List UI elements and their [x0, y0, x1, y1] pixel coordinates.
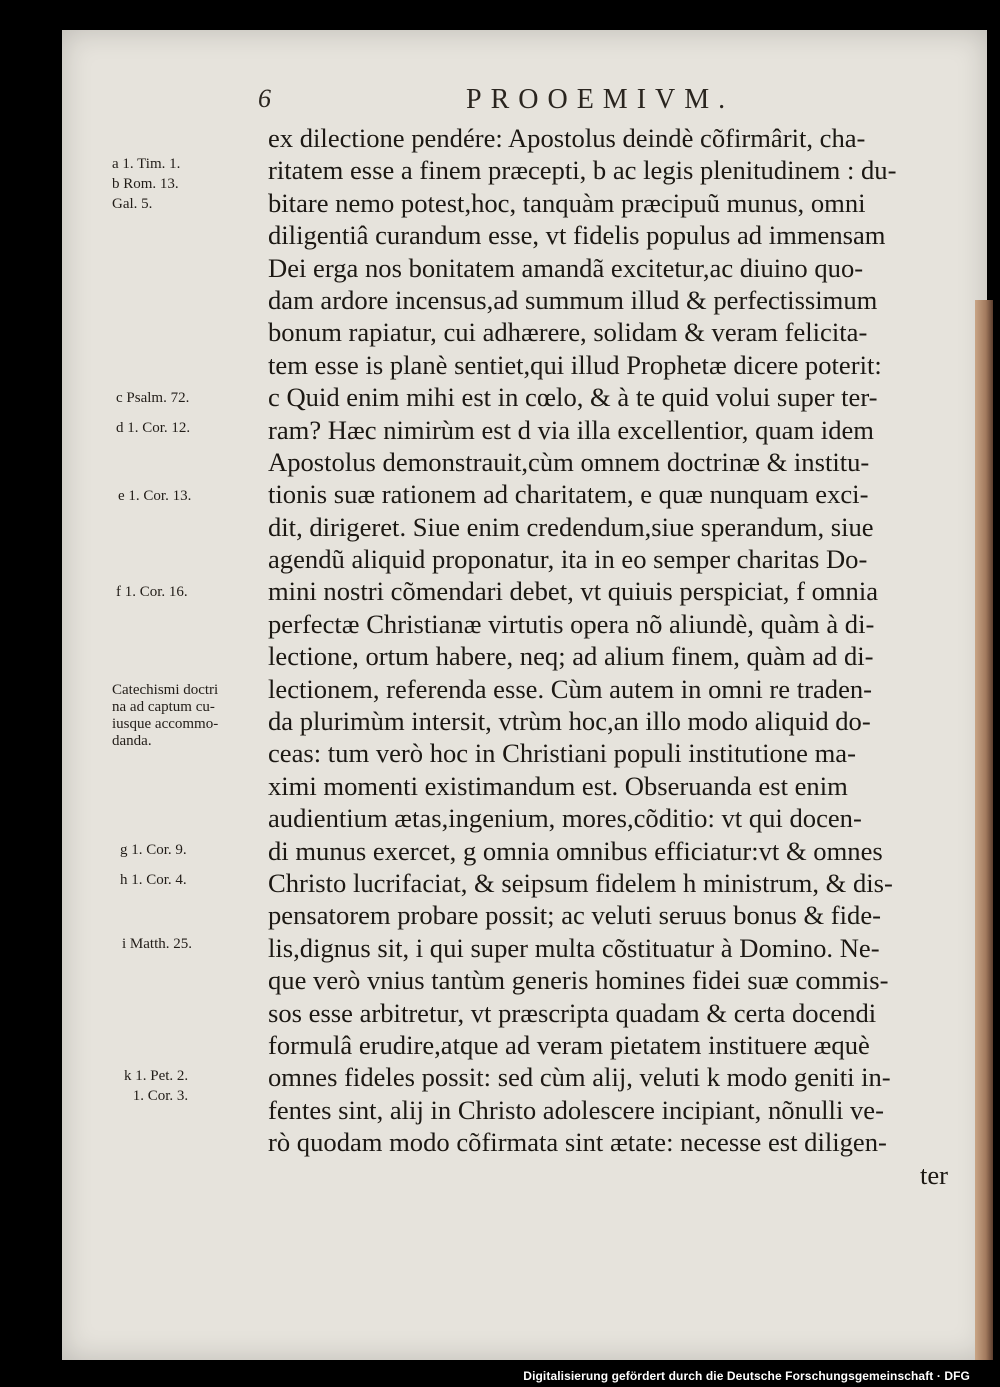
text-line: Apostolus demonstrauit,cùm omnem doctrinæ & institu-: [268, 446, 870, 477]
text-line: perfectæ Christianæ virtutis opera nõ aliundè, quàm à di-: [268, 608, 875, 639]
text-line: lectionem, referenda esse. Cùm autem in omni re traden-: [268, 673, 873, 704]
text-line: bonum rapiatur, cui adhærere, solidam & veram felicita-: [268, 317, 868, 348]
margin-note-line: na ad captum cu-: [112, 699, 215, 715]
margin-note: [122, 934, 192, 954]
text-line: que verò vnius tantùm generis homines fidei suæ commis-: [268, 965, 889, 996]
text-line: rò quodam modo cõfirmata sint ætate: necesse est diligen-: [268, 1127, 887, 1158]
margin-note-line: i Matth. 25.: [122, 936, 192, 952]
margin-note-line: iusque accommo-: [112, 716, 219, 732]
margin-note: [112, 154, 180, 214]
text-line: ritatem esse a finem præcepti, b ac legis plenitudinem : du-: [268, 155, 897, 186]
text-line: ram? Hæc nimirùm est d via illa excellentior, quam idem: [268, 414, 874, 445]
text-line: agendũ aliquid proponatur, ita in eo semper charitas Do-: [268, 544, 868, 575]
margin-note-line: danda.: [112, 733, 152, 749]
margin-note-line: d 1. Cor. 12.: [116, 420, 191, 436]
running-title: PROOEMIVM.: [466, 84, 735, 115]
text-line: dit, dirigeret. Siue enim credendum,siue sperandum, siue: [268, 511, 874, 542]
margin-note: [124, 1066, 188, 1106]
margin-note-line: a 1. Tim. 1.: [112, 156, 181, 172]
text-line: ter: [919, 1159, 948, 1190]
text-line: lectione, ortum habere, neq; ad alium finem, quàm ad di-: [268, 641, 874, 672]
text-line: dam ardore incensus,ad summum illud & perfectissimum: [268, 284, 878, 315]
text-line: pensatorem probare possit; ac veluti seruus bonus & fide-: [268, 900, 881, 931]
margin-note-line: k 1. Pet. 2.: [124, 1068, 189, 1084]
margin-note-line: g 1. Cor. 9.: [120, 842, 187, 858]
margin-note-line: Gal. 5.: [112, 196, 153, 212]
page-edge: [975, 300, 993, 1360]
margin-note: [116, 582, 188, 602]
text-line: Dei erga nos bonitatem amandã excitetur,ac diuino quo-: [268, 252, 864, 283]
text-line: lis,dignus sit, i qui super multa cõstituatur à Domino. Ne-: [268, 932, 880, 963]
text-line: audientium ætas,ingenium, mores,cõditio: vt qui docen-: [268, 803, 862, 834]
digitization-credit: Digitalisierung gefördert durch die Deutsche Forschungsgemeinschaft · DFG: [523, 1369, 970, 1383]
text-line: da plurimùm intersit, vtrùm hoc,an illo modo aliquid do-: [268, 706, 871, 737]
text-line: formulâ erudire,atque ad veram pietatem instituere æquè: [268, 1029, 870, 1060]
text-line: Christo lucrifaciat, & seipsum fidelem h ministrum, & dis-: [268, 867, 893, 898]
text-line: omnes fideles possit: sed cùm alij, veluti k modo geniti in-: [268, 1062, 891, 1093]
margin-note: [116, 418, 190, 438]
margin-note: [118, 486, 191, 506]
text-line: tem esse is planè sentiet,qui illud Prophetæ dicere poterit:: [268, 349, 882, 380]
text-line: ex dilectione pendére: Apostolus deindè cõfirmârit, cha-: [268, 123, 866, 153]
text-line: ximi momenti existimandum est. Obseruanda est enim: [268, 770, 848, 801]
margin-note: [120, 870, 187, 890]
margin-note-line: b Rom. 13.: [112, 176, 179, 192]
margin-note-line: c Psalm. 72.: [116, 390, 190, 406]
margin-note-line: h 1. Cor. 4.: [120, 872, 187, 888]
text-line: bitare nemo potest,hoc, tanquàm præcipuũ munus, omni: [268, 187, 866, 218]
main-text-block: [268, 122, 958, 1191]
text-line: di munus exercet, g omnia omnibus efficiatur:vt & omnes: [268, 835, 883, 866]
text-line: c Quid enim mihi est in cœlo, & à te quid volui super ter-: [268, 382, 878, 413]
margin-note-line: e 1. Cor. 13.: [118, 488, 192, 504]
margin-note: [116, 388, 189, 408]
margin-note-catechism: [112, 682, 218, 750]
page-header: [258, 84, 948, 118]
text-line: diligentiâ curandum esse, vt fidelis populus ad immensam: [268, 220, 886, 251]
text-line: ceas: tum verò hoc in Christiani populi institutione ma-: [268, 738, 856, 769]
folio-number: 6: [258, 84, 271, 113]
margin-note-line: f 1. Cor. 16.: [116, 584, 188, 600]
margin-note-line: 1. Cor. 3.: [132, 1088, 189, 1104]
margin-note-line: Catechismi doctri: [112, 682, 219, 698]
margin-note: [120, 840, 187, 860]
text-line: sos esse arbitretur, vt præscripta quadam & certa docendi: [268, 997, 877, 1028]
text-line: fentes sint, alij in Christo adolescere incipiant, nõnulli ve-: [268, 1094, 884, 1125]
text-line: tionis suæ rationem ad charitatem, e quæ nunquam exci-: [268, 479, 869, 510]
text-line: mini nostri cõmendari debet, vt quiuis perspiciat, f omnia: [268, 576, 879, 607]
